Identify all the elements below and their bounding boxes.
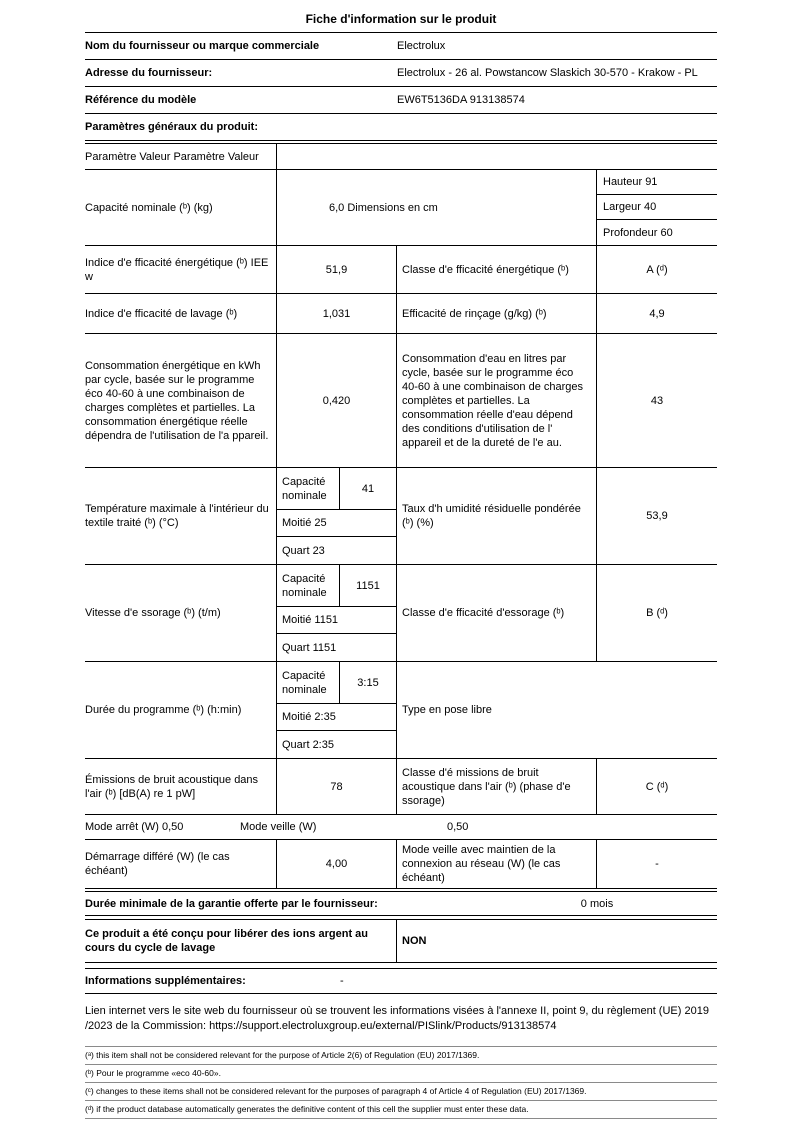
warranty-label: Durée minimale de la garantie offerte par le fournisseur: — [85, 897, 378, 910]
water-consumption-value: 43 — [650, 394, 664, 407]
temperature-subtable — [277, 468, 397, 564]
row-delay-start — [85, 840, 717, 889]
noise-value: 78 — [277, 759, 397, 814]
spin-half-row — [277, 607, 396, 634]
rinsing-label: Efficacité de rinçage (g/kg) (ᵇ) — [397, 294, 597, 333]
installation-type-value: Type en pose libre — [402, 704, 492, 716]
duration-half-row — [277, 704, 396, 731]
energy-class-label: Classe d'e fficacité énergétique (ᵇ) — [397, 246, 597, 293]
row-washing-efficiency — [85, 294, 717, 334]
supplier-address-value: Electrolux - 26 al. Powstancow Slaskich 30-570 - Krakow - PL — [397, 67, 698, 79]
silver-ions-label: Ce produit a été conçu pour libérer des ions argent au cours du cycle de lavage — [85, 920, 397, 962]
supplier-name-label: Nom du fournisseur ou marque commerciale — [85, 40, 320, 52]
energy-consumption-value: 0,420 — [277, 334, 397, 467]
networked-standby-value: - — [655, 858, 659, 870]
supplier-name-row — [85, 33, 717, 60]
dimensions-cell — [597, 170, 717, 245]
model-reference-label: Référence du modèle — [85, 94, 197, 106]
duration-rated-label: Capacité nominale — [277, 662, 340, 703]
row-noise — [85, 759, 717, 815]
rinsing-value: 4,9 — [649, 307, 665, 320]
model-reference-row — [85, 87, 717, 114]
energy-index-label: Indice d'e fficacité énergétique (ᵇ) IEE w — [85, 246, 277, 293]
row-consumption — [85, 334, 717, 468]
parameters-table — [85, 143, 717, 889]
temperature-rated-row — [277, 468, 396, 510]
water-consumption-label: Consommation d'eau en litres par cycle, basée sur le programme éco 40-60 à une combinaison de charges complètes et partielles. La consommation réelle d'eau dépend des conditions d'utilisation de l' appareil et de la dureté de l'e au. — [397, 334, 597, 467]
spin-quarter-row — [277, 634, 396, 661]
moisture-value: 53,9 — [646, 510, 668, 522]
spin-subtable — [277, 565, 397, 661]
duration-half-value: Moitié 2:35 — [282, 711, 336, 723]
footnotes-section — [85, 1046, 717, 1119]
duration-quarter-row — [277, 731, 396, 758]
washing-index-label: Indice d'e fficacité de lavage (ᵇ) — [85, 294, 277, 333]
energy-class-value: A (ᵈ) — [646, 263, 668, 276]
additional-info-label: Informations supplémentaires: — [85, 975, 246, 987]
capacity-value: 6,0 Dimensions en cm — [277, 170, 597, 245]
spin-rated-label: Capacité nominale — [277, 565, 340, 606]
energy-consumption-label: Consommation énergétique en kWh par cycle, basée sur le programme éco 40-60 à une combinaison de charges complètes et partielles. La consommation énergétique réelle dépendra de l'utilisation de l'a ppareil. — [85, 334, 277, 467]
row-capacity — [85, 170, 717, 246]
footnote-a: (ᵃ) this item shall not be considered relevant for the purpose of Article 2(6) of Regulation (EU) 2017/1369. — [85, 1047, 717, 1065]
duration-quarter-value: Quart 2:35 — [282, 738, 334, 751]
temperature-rated-value: 41 — [361, 482, 375, 495]
spin-quarter-value: Quart 1151 — [282, 641, 337, 654]
energy-index-value: 51,9 — [277, 246, 397, 293]
dimension-depth: Profondeur 60 — [603, 226, 673, 239]
model-reference-value: EW6T5136DA 913138574 — [397, 94, 525, 106]
washing-index-value: 1,031 — [277, 294, 397, 333]
temperature-half-value: Moitié 25 — [282, 517, 327, 529]
footnote-c: (ᶜ) changes to these items shall not be considered relevant for the purposes of paragraph 4 of Article 4 of Regulation (EU) 2017/1369. — [85, 1083, 717, 1101]
spin-half-value: Moitié 1151 — [282, 614, 339, 626]
spin-rated-row — [277, 565, 396, 607]
warranty-value: 0 mois — [580, 897, 614, 910]
temperature-quarter-value: Quart 23 — [282, 544, 325, 557]
capacity-label: Capacité nominale (ᵇ) (kg) — [85, 170, 277, 245]
row-additional-info — [85, 968, 717, 994]
supplier-address-row — [85, 60, 717, 87]
row-energy-efficiency-index — [85, 246, 717, 294]
general-parameters-header-row — [85, 114, 717, 141]
footnote-d: (ᵈ) if the product database automatically generates the definitive content of this cell the supplier must enter these data. — [85, 1101, 717, 1119]
moisture-label: Taux d'h umidité résiduelle pondérée (ᵇ) (%) — [397, 468, 597, 564]
dimension-height: Hauteur 91 — [597, 170, 717, 195]
networked-standby-label: Mode veille avec maintien de la connexion au réseau (W) (le cas échéant) — [397, 840, 597, 888]
spin-rated-value: 1151 — [356, 579, 380, 592]
dimension-width: Largeur 40 — [597, 195, 717, 220]
delay-start-label: Démarrage différé (W) (le cas échéant) — [85, 840, 277, 888]
row-max-temperature — [85, 468, 717, 565]
temperature-half-row — [277, 510, 396, 537]
duration-label: Durée du programme (ᵇ) (h:min) — [85, 662, 277, 758]
row-power-modes — [85, 815, 717, 840]
noise-class-label: Classe d'é missions de bruit acoustique dans l'air (ᵇ) (phase d'e ssorage) — [397, 759, 597, 814]
footnote-b: (ᵇ) Pour le programme «eco 40-60». — [85, 1065, 717, 1083]
row-silver-ions — [85, 919, 717, 963]
additional-info-value: - — [340, 975, 344, 987]
page-title: Fiche d'information sur le produit — [305, 12, 497, 26]
row-warranty — [85, 891, 717, 916]
standby-mode-value: 0,50 — [447, 821, 469, 833]
max-temperature-label: Température maximale à l'intérieur du textile traité (ᵇ) (°C) — [85, 468, 277, 564]
supplier-link-paragraph: Lien internet vers le site web du fournisseur où se trouvent les informations visées à l'annexe II, point 9, du règlement (UE) 2019 /2023 de la Commission: https://support.electroluxgroup.eu/external/PISlink/Products/913138574 — [85, 1005, 709, 1032]
columns-header-spacer — [277, 144, 717, 169]
duration-rated-value: 3:15 — [357, 676, 379, 689]
supplier-info-table — [85, 32, 717, 141]
product-fiche-page — [85, 0, 717, 1119]
standby-mode-label: Mode veille (W) — [240, 821, 317, 833]
row-spin-speed — [85, 565, 717, 662]
off-mode-label: Mode arrêt (W) 0,50 — [85, 821, 184, 833]
columns-header: Paramètre Valeur Paramètre Valeur — [85, 144, 277, 169]
duration-rated-row — [277, 662, 396, 704]
supplier-address-label: Adresse du fournisseur: — [85, 67, 213, 79]
row-programme-duration — [85, 662, 717, 759]
delay-start-value: 4,00 — [277, 840, 397, 888]
noise-label: Émissions de bruit acoustique dans l'air (ᵇ) [dB(A) re 1 pW] — [85, 759, 277, 814]
spin-speed-label: Vitesse d'e ssorage (ᵇ) (t/m) — [85, 565, 277, 661]
general-parameters-header: Paramètres généraux du produit: — [85, 121, 258, 133]
spin-class-value: B (ᵈ) — [646, 607, 668, 619]
columns-header-row — [85, 144, 717, 170]
temperature-quarter-row — [277, 537, 396, 564]
supplier-name-value: Electrolux — [397, 40, 446, 52]
noise-class-value: C (ᵈ) — [645, 780, 669, 793]
temperature-rated-label: Capacité nominale — [277, 468, 340, 509]
duration-subtable — [277, 662, 397, 758]
spin-class-label: Classe d'e fficacité d'essorage (ᵇ) — [397, 565, 597, 661]
silver-ions-value: NON — [402, 935, 427, 947]
